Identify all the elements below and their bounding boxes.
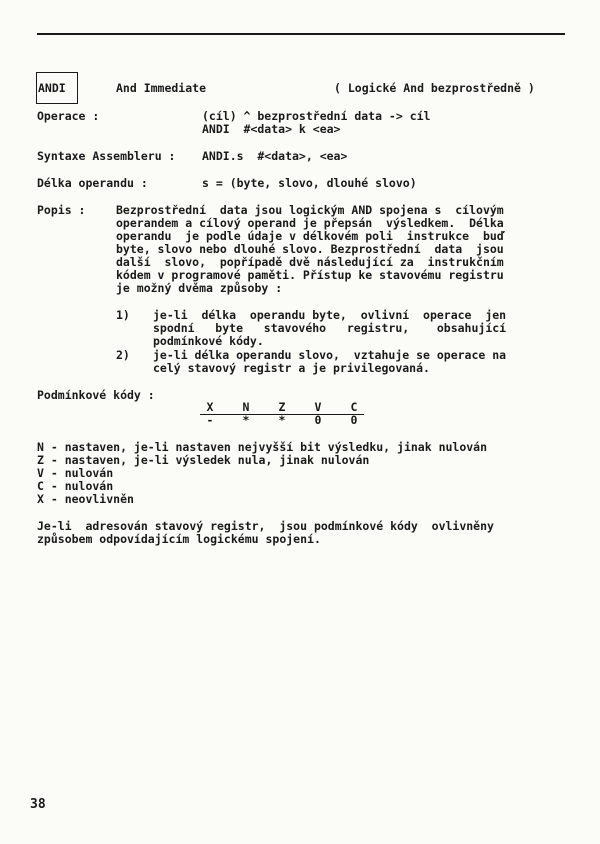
mnemonic-box [36, 72, 78, 104]
list-item-line: spodní byte stavového registru, obsahující [153, 321, 507, 335]
list-item-line: je-li délka operandu slovo, vztahuje se operace na [153, 348, 507, 362]
flag-explanation: X - neovlivněn [37, 492, 134, 506]
list-item-line: je-li délka operandu byte, ovlivní operace jen [153, 308, 507, 322]
operand-length-label: Délka operandu : [37, 176, 148, 190]
list-item-number: 1) [116, 308, 130, 322]
operand-length-value: s = (byte, slovo, dlouhé slovo) [202, 176, 417, 190]
instruction-subtitle: ( Logické And bezprostředně ) [334, 81, 535, 95]
flag-c: C [350, 400, 358, 414]
description-line: operandem a cílový operand je přepsán výsledkem. Délka [116, 216, 504, 230]
condition-codes-label: Podmínkové kódy : [37, 388, 155, 402]
description-line: je možný dvěma způsoby : [116, 281, 283, 295]
list-item-line: celý stavový registr a je privilegovaná. [153, 361, 430, 375]
description-label: Popis : [37, 203, 86, 217]
description-line: byte, slovo nebo dlouhé slovo. Bezprostřední data jsou [116, 242, 504, 256]
flag-c-value: 0 [350, 413, 358, 427]
operation-line-2: ANDI #<data> k <ea> [202, 122, 341, 136]
footer-note-line: Je-li adresován stavový registr, jsou podmínkové kódy ovlivněny [37, 519, 494, 533]
list-item-line: podmínkové kódy. [153, 334, 264, 348]
flag-explanation: Z - nastaven, je-li výsledek nula, jinak nulován [37, 453, 370, 467]
syntax-label: Syntaxe Assembleru : [37, 149, 176, 163]
operation-label: Operace : [37, 109, 100, 123]
flag-x-value: - [206, 413, 214, 427]
flag-x: X [206, 400, 214, 414]
operation-line-1: (cíl) ^ bezprostřední data -> cíl [202, 109, 431, 123]
mnemonic: ANDI [38, 81, 66, 95]
flag-z-value: * [278, 413, 286, 427]
flag-n: N [242, 400, 250, 414]
instruction-title: And Immediate [116, 81, 207, 95]
description-line: Bezprostřední data jsou logickým AND spojena s cílovým [116, 203, 504, 217]
flag-z: Z [278, 400, 286, 414]
flag-explanation: V - nulován [37, 466, 114, 480]
description-line: kódem v programové paměti. Přístup ke stavovému registru [116, 268, 504, 282]
footer-note-line: způsobem odpovídajícím logickému spojení. [37, 532, 321, 546]
description-line: operandu je podle údaje v délkovém poli instrukce buď [116, 229, 504, 243]
flag-v: V [314, 400, 322, 414]
flag-v-value: 0 [314, 413, 322, 427]
description-line: další slovo, popřípadě dvě následující za instrukčním [116, 255, 504, 269]
list-item-number: 2) [116, 348, 130, 362]
top-rule [37, 33, 565, 35]
syntax-value: ANDI.s #<data>, <ea> [202, 149, 348, 163]
flag-explanation: N - nastaven, je-li nastaven nejvyšší bit výsledku, jinak nulován [37, 440, 488, 454]
page-number: 38 [30, 797, 46, 812]
flag-explanation: C - nulován [37, 479, 114, 493]
flag-n-value: * [242, 413, 250, 427]
